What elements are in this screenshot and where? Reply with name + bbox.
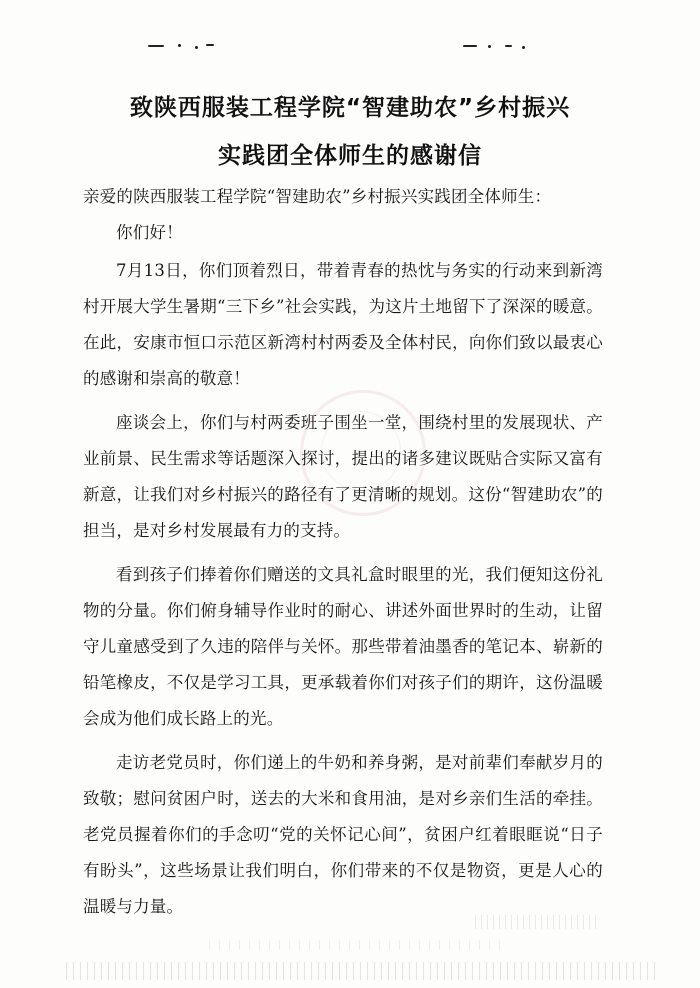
scan-noise — [470, 915, 600, 929]
salutation: 亲爱的陕西服装工程学院“智建助农”乡村振兴实践团全体师生： — [83, 187, 552, 206]
letter-body — [83, 179, 603, 933]
paragraph-symposium: 座谈会上，你们与村两委班子围坐一堂，围绕村里的发展现状、产业前景、民生需求等话题深入探讨，提出的诸多建议既贴合实际又富有新意，让我们对乡村振兴的路径有了更清晰的规划。这份“智建助农”的担当，是对乡村发展最有力的支持。 — [83, 413, 603, 540]
scan-mark — [488, 45, 491, 48]
scan-noise — [200, 940, 500, 950]
paragraph-party-members: 走访老党员时，你们递上的牛奶和养身粥，是对前辈们奉献岁月的致敬；慰问贫困户时，送去的大米和食用油，是对乡亲们生活的牵挂。老党员握着你们的手念叨“党的关怀记心间”，贫困户红着眼眶说“日子有盼头”，这些场景让我们明白，你们带来的不仅是物资，更是人心的温暖与力量。 — [83, 753, 603, 916]
scan-mark — [206, 44, 214, 46]
paragraph-visit-date: 7月13日，你们顶着烈日，带着青春的热忱与务实的行动来到新湾村开展大学生暑期“三下乡”社会实践，为这片土地留下了深深的暖意。在此，安康市恒口示范区新湾村村两委及全体村民，向你们致以最衷心的感谢和崇高的敬意！ — [83, 261, 603, 388]
scan-noise — [60, 962, 660, 980]
scan-mark — [178, 44, 181, 47]
scan-mark — [463, 45, 477, 47]
scan-mark — [522, 46, 525, 49]
greeting: 你们好！ — [116, 223, 183, 242]
paragraph-children: 看到孩子们捧着你们赠送的文具礼盒时眼里的光，我们便知这份礼物的分量。你们俯身辅导作业时的耐心、讲述外面世界时的生动，让留守儿童感受到了久违的陪伴与关怀。那些带着油墨香的笔记本、崭新的铅笔橡皮，不仅是学习工具，更承载着你们对孩子们的期许，这份温暖会成为他们成长路上的光。 — [83, 565, 603, 728]
scan-mark — [505, 45, 512, 47]
letter-title-line-1: 致陕西服装工程学院“智建助农”乡村振兴 — [129, 95, 571, 121]
letter-title-line-2: 实践团全体师生的感谢信 — [218, 143, 482, 169]
scan-mark — [148, 45, 164, 47]
scan-mark — [195, 46, 198, 49]
